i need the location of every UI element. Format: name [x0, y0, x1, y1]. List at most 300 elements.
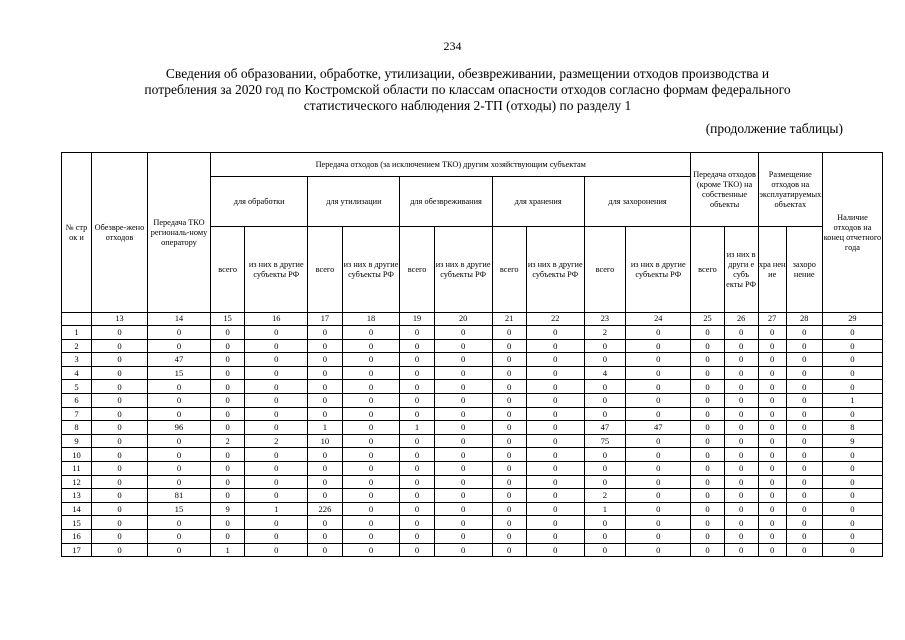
- table-cell: 0: [786, 529, 822, 543]
- table-cell: 0: [342, 380, 400, 394]
- table-cell: 0: [308, 448, 342, 462]
- header-of-which-other: из них в другие субъекты РФ: [342, 227, 400, 313]
- header-for-utilization: для утилизации: [308, 177, 400, 227]
- table-cell: 96: [147, 421, 210, 435]
- header-of-which-other: из них в другие субъекты РФ: [434, 227, 492, 313]
- table-cell: 0: [211, 407, 245, 421]
- table-cell: 0: [786, 489, 822, 503]
- table-cell: 0: [822, 489, 882, 503]
- table-cell: 0: [526, 380, 584, 394]
- table-cell: 0: [434, 502, 492, 516]
- table-cell: 0: [211, 489, 245, 503]
- table-cell: 0: [526, 353, 584, 367]
- table-cell: 0: [822, 407, 882, 421]
- table-cell: 0: [342, 448, 400, 462]
- table-cell: 0: [758, 407, 786, 421]
- table-cell: 0: [92, 434, 148, 448]
- header-of-which-other: из них в другие субъекты РФ: [626, 227, 691, 313]
- table-cell: 0: [786, 543, 822, 557]
- header-total: всего: [691, 227, 724, 313]
- table-cell: 0: [92, 516, 148, 530]
- table-cell: 0: [434, 366, 492, 380]
- table-cell: 0: [526, 516, 584, 530]
- column-number: 22: [526, 313, 584, 326]
- column-number: 26: [724, 313, 758, 326]
- table-cell: 0: [211, 339, 245, 353]
- table-cell: 0: [526, 475, 584, 489]
- table-cell: 0: [342, 393, 400, 407]
- table-cell: 0: [724, 353, 758, 367]
- table-cell: 0: [626, 489, 691, 503]
- table-cell: 0: [92, 489, 148, 503]
- table-cell: 0: [822, 366, 882, 380]
- table-cell: 0: [691, 393, 724, 407]
- table-row: [62, 353, 883, 367]
- column-number: 27: [758, 313, 786, 326]
- table-row: [62, 434, 883, 448]
- table-cell: 0: [434, 516, 492, 530]
- table-cell: 0: [245, 489, 308, 503]
- table-cell: 0: [92, 366, 148, 380]
- table-cell: 0: [822, 475, 882, 489]
- table-cell: 0: [758, 393, 786, 407]
- table-cell: 0: [308, 339, 342, 353]
- table-cell: 1: [822, 393, 882, 407]
- header-of-which-other: из них в други е субъ екты РФ: [724, 227, 758, 313]
- table-cell: 0: [492, 529, 526, 543]
- table-cell: 0: [492, 366, 526, 380]
- table-cell: 0: [400, 339, 434, 353]
- table-cell: 0: [400, 434, 434, 448]
- table-cell: 0: [626, 461, 691, 475]
- table-cell: 0: [724, 434, 758, 448]
- table-cell: 0: [786, 366, 822, 380]
- table-cell: 0: [724, 326, 758, 340]
- table-cell: 0: [786, 448, 822, 462]
- table-row: [62, 448, 883, 462]
- table-cell: 2: [211, 434, 245, 448]
- table-cell: 0: [92, 529, 148, 543]
- table-cell: 1: [245, 502, 308, 516]
- table-cell: 0: [308, 393, 342, 407]
- table-cell: 0: [786, 461, 822, 475]
- table-cell: 0: [584, 407, 625, 421]
- row-number-cell: 12: [62, 475, 92, 489]
- table-row: [62, 529, 883, 543]
- table-cell: 0: [434, 529, 492, 543]
- table-cell: 0: [434, 434, 492, 448]
- table-cell: 0: [92, 407, 148, 421]
- table-cell: 0: [492, 393, 526, 407]
- table-cell: 0: [822, 353, 882, 367]
- table-cell: 0: [434, 475, 492, 489]
- table-cell: 0: [400, 543, 434, 557]
- column-number: 21: [492, 313, 526, 326]
- table-cell: 0: [400, 502, 434, 516]
- column-number: 20: [434, 313, 492, 326]
- table-cell: 47: [584, 421, 625, 435]
- table-cell: 0: [626, 434, 691, 448]
- table-cell: 0: [245, 448, 308, 462]
- table-cell: 0: [822, 326, 882, 340]
- table-cell: 0: [245, 366, 308, 380]
- table-cell: 10: [308, 434, 342, 448]
- table-cell: 0: [211, 475, 245, 489]
- table-cell: 0: [211, 448, 245, 462]
- table-cell: 226: [308, 502, 342, 516]
- table-cell: 0: [245, 461, 308, 475]
- table-cell: 0: [400, 448, 434, 462]
- table-cell: 0: [724, 407, 758, 421]
- header-row-no: № стр ок и: [62, 153, 92, 313]
- table-cell: 0: [626, 516, 691, 530]
- table-cell: 0: [691, 516, 724, 530]
- column-numbers-row: [62, 313, 883, 326]
- table-cell: 0: [691, 339, 724, 353]
- row-number-cell: 13: [62, 489, 92, 503]
- table-cell: 0: [526, 448, 584, 462]
- table-cell: 0: [147, 339, 210, 353]
- table-cell: 0: [434, 380, 492, 394]
- table-cell: 0: [245, 326, 308, 340]
- table-cell: 0: [400, 489, 434, 503]
- table-cell: 0: [724, 448, 758, 462]
- header-for-neutralization: для обезвреживания: [400, 177, 492, 227]
- table-cell: 0: [492, 516, 526, 530]
- table-cell: 0: [308, 543, 342, 557]
- table-cell: 0: [434, 543, 492, 557]
- table-cell: 0: [626, 326, 691, 340]
- table-cell: 0: [211, 366, 245, 380]
- table-cell: 0: [245, 475, 308, 489]
- table-cell: 0: [342, 489, 400, 503]
- table-cell: 0: [147, 475, 210, 489]
- table-cell: 0: [147, 448, 210, 462]
- table-cell: 0: [147, 380, 210, 394]
- table-cell: 47: [626, 421, 691, 435]
- table-cell: 0: [92, 339, 148, 353]
- table-cell: 0: [92, 502, 148, 516]
- table-cell: 0: [691, 502, 724, 516]
- table-cell: 0: [691, 461, 724, 475]
- table-cell: 0: [400, 380, 434, 394]
- table-cell: 81: [147, 489, 210, 503]
- table-cell: 0: [822, 461, 882, 475]
- table-cell: 0: [584, 393, 625, 407]
- document-title: [60, 66, 875, 114]
- table-cell: 0: [724, 529, 758, 543]
- table-cell: 0: [822, 502, 882, 516]
- table-cell: 0: [526, 461, 584, 475]
- header-placement: Размещение отходов на эксплуатируемых объектах: [758, 153, 822, 227]
- column-number: 17: [308, 313, 342, 326]
- table-cell: 0: [400, 407, 434, 421]
- table-cell: 0: [724, 393, 758, 407]
- row-number-cell: 7: [62, 407, 92, 421]
- table-cell: 0: [92, 353, 148, 367]
- header-total: всего: [492, 227, 526, 313]
- column-number: 16: [245, 313, 308, 326]
- table-cell: 0: [434, 326, 492, 340]
- table-cell: 0: [245, 353, 308, 367]
- table-cell: 0: [400, 393, 434, 407]
- table-cell: 0: [691, 366, 724, 380]
- table-cell: 0: [147, 393, 210, 407]
- table-cell: 0: [758, 380, 786, 394]
- table-cell: 0: [492, 339, 526, 353]
- table-cell: 0: [626, 366, 691, 380]
- table-cell: 0: [492, 421, 526, 435]
- table-cell: 0: [308, 407, 342, 421]
- header-for-storage: для хранения: [492, 177, 584, 227]
- table-cell: 0: [245, 380, 308, 394]
- table-cell: 0: [786, 393, 822, 407]
- table-cell: 0: [526, 366, 584, 380]
- table-cell: 0: [92, 448, 148, 462]
- table-cell: 0: [691, 489, 724, 503]
- table-cell: 0: [492, 475, 526, 489]
- table-cell: 0: [92, 461, 148, 475]
- table-cell: 0: [786, 475, 822, 489]
- row-number-cell: 2: [62, 339, 92, 353]
- table-cell: 0: [308, 475, 342, 489]
- continuation-note: (продолжение таблицы): [705, 121, 843, 136]
- waste-table: [61, 152, 883, 557]
- table-cell: 0: [786, 380, 822, 394]
- table-row: [62, 502, 883, 516]
- table-cell: 0: [758, 353, 786, 367]
- table-cell: 0: [147, 461, 210, 475]
- header-storage: хра нен ие: [758, 227, 786, 313]
- table-cell: 0: [245, 529, 308, 543]
- table-cell: 0: [342, 339, 400, 353]
- table-cell: 0: [434, 353, 492, 367]
- table-cell: 0: [308, 529, 342, 543]
- table-cell: 0: [342, 366, 400, 380]
- table-cell: 0: [526, 421, 584, 435]
- table-cell: 0: [691, 326, 724, 340]
- table-cell: 0: [691, 434, 724, 448]
- table-cell: 1: [584, 502, 625, 516]
- table-cell: 0: [822, 543, 882, 557]
- table-cell: 0: [786, 407, 822, 421]
- table-cell: 0: [245, 339, 308, 353]
- table-cell: 0: [92, 543, 148, 557]
- table-cell: 15: [147, 502, 210, 516]
- table-cell: 2: [245, 434, 308, 448]
- table-cell: 0: [342, 543, 400, 557]
- table-cell: 0: [92, 421, 148, 435]
- table-cell: 0: [691, 529, 724, 543]
- table-cell: 0: [758, 461, 786, 475]
- table-cell: 0: [400, 353, 434, 367]
- table-cell: 0: [758, 502, 786, 516]
- table-cell: 0: [584, 529, 625, 543]
- table-row: [62, 393, 883, 407]
- header-availability: Наличие отходов на конец отчетного года: [822, 153, 882, 313]
- table-row: [62, 421, 883, 435]
- table-cell: 0: [526, 529, 584, 543]
- table-cell: 0: [211, 421, 245, 435]
- table-cell: 47: [147, 353, 210, 367]
- table-cell: 0: [626, 529, 691, 543]
- table-cell: 9: [211, 502, 245, 516]
- table-cell: 0: [245, 407, 308, 421]
- table-cell: 0: [492, 502, 526, 516]
- table-cell: 75: [584, 434, 625, 448]
- table-row: [62, 380, 883, 394]
- table-cell: 0: [691, 380, 724, 394]
- row-number-cell: 1: [62, 326, 92, 340]
- table-cell: 0: [626, 448, 691, 462]
- column-number: 18: [342, 313, 400, 326]
- title-line-1: Сведения об образовании, обработке, утилизации, обезвреживании, размещении отходов производства и: [165, 66, 770, 81]
- table-cell: 0: [626, 393, 691, 407]
- table-cell: 0: [526, 393, 584, 407]
- table-cell: 0: [691, 353, 724, 367]
- row-number-cell: 8: [62, 421, 92, 435]
- table-cell: 0: [526, 543, 584, 557]
- table-cell: 0: [342, 421, 400, 435]
- table-cell: 0: [92, 326, 148, 340]
- table-cell: 0: [308, 489, 342, 503]
- table-cell: 0: [526, 326, 584, 340]
- table-cell: 0: [584, 353, 625, 367]
- table-cell: 0: [211, 461, 245, 475]
- table-cell: 0: [724, 502, 758, 516]
- header-burial: захоро нение: [786, 227, 822, 313]
- table-cell: 0: [308, 326, 342, 340]
- table-cell: 1: [211, 543, 245, 557]
- table-cell: 0: [211, 380, 245, 394]
- table-cell: 0: [691, 475, 724, 489]
- table-cell: 0: [786, 326, 822, 340]
- table-cell: 0: [822, 339, 882, 353]
- table-cell: 0: [526, 339, 584, 353]
- table-cell: 0: [434, 448, 492, 462]
- table-row: [62, 339, 883, 353]
- table-cell: 0: [92, 475, 148, 489]
- table-cell: 0: [492, 448, 526, 462]
- table-cell: 0: [308, 516, 342, 530]
- table-cell: 0: [492, 380, 526, 394]
- column-number: 24: [626, 313, 691, 326]
- table-cell: 0: [822, 516, 882, 530]
- table-cell: 0: [626, 353, 691, 367]
- table-cell: 0: [342, 461, 400, 475]
- header-transfer-group: Передача отходов (за исключением ТКО) другим хозяйствующим субъектам: [211, 153, 691, 177]
- table-cell: 2: [584, 489, 625, 503]
- title-line-2: потребления за 2020 год по Костромской области по классам опасности отходов согласно формам федерального: [144, 82, 791, 97]
- table-cell: 0: [626, 407, 691, 421]
- table-cell: 0: [822, 529, 882, 543]
- table-cell: 0: [400, 461, 434, 475]
- table-cell: 0: [691, 407, 724, 421]
- table-cell: 0: [147, 434, 210, 448]
- table-cell: 0: [584, 475, 625, 489]
- table-cell: 0: [584, 461, 625, 475]
- table-cell: 0: [434, 393, 492, 407]
- table-cell: 0: [724, 339, 758, 353]
- row-number-cell: 14: [62, 502, 92, 516]
- table-cell: 0: [211, 393, 245, 407]
- table-cell: 0: [245, 393, 308, 407]
- column-number: 13: [92, 313, 148, 326]
- table-cell: 0: [434, 421, 492, 435]
- row-number-cell: 9: [62, 434, 92, 448]
- column-number: 19: [400, 313, 434, 326]
- table-cell: 0: [434, 407, 492, 421]
- table-cell: 0: [758, 448, 786, 462]
- table-cell: 0: [400, 475, 434, 489]
- table-row: [62, 407, 883, 421]
- table-cell: 0: [724, 421, 758, 435]
- table-cell: 0: [758, 475, 786, 489]
- table-row: [62, 475, 883, 489]
- table-cell: 2: [584, 326, 625, 340]
- table-cell: 0: [758, 529, 786, 543]
- table-cell: 0: [147, 543, 210, 557]
- row-number-cell: 5: [62, 380, 92, 394]
- column-number: 14: [147, 313, 210, 326]
- table-cell: 0: [786, 339, 822, 353]
- title-line-3: статистического наблюдения 2-ТП (отходы) по разделу 1: [303, 98, 632, 113]
- table-cell: 0: [245, 421, 308, 435]
- table-cell: 0: [691, 421, 724, 435]
- header-for-burial: для захоронения: [584, 177, 691, 227]
- row-number-cell: 3: [62, 353, 92, 367]
- table-cell: 0: [147, 326, 210, 340]
- table-cell: 0: [308, 380, 342, 394]
- header-total: всего: [211, 227, 245, 313]
- column-number: 25: [691, 313, 724, 326]
- table-cell: 0: [626, 339, 691, 353]
- table-cell: 0: [492, 489, 526, 503]
- table-row: [62, 326, 883, 340]
- table-cell: 0: [526, 489, 584, 503]
- table-cell: 0: [492, 434, 526, 448]
- table-cell: 0: [724, 516, 758, 530]
- row-number-cell: 17: [62, 543, 92, 557]
- table-cell: 0: [626, 502, 691, 516]
- table-cell: 0: [211, 326, 245, 340]
- table-cell: 0: [758, 516, 786, 530]
- table-cell: 0: [758, 326, 786, 340]
- table-cell: 0: [626, 543, 691, 557]
- table-cell: 0: [434, 489, 492, 503]
- table-body: [62, 326, 883, 557]
- table-cell: 0: [434, 339, 492, 353]
- table-cell: 0: [342, 502, 400, 516]
- table-cell: 0: [492, 407, 526, 421]
- header-total: всего: [400, 227, 434, 313]
- table-cell: 0: [245, 543, 308, 557]
- column-number: 23: [584, 313, 625, 326]
- header-neutralized: Обезвре-жено отходов: [92, 153, 148, 313]
- table-cell: 1: [308, 421, 342, 435]
- table-cell: 0: [691, 448, 724, 462]
- table-cell: 0: [724, 489, 758, 503]
- column-number: [62, 313, 92, 326]
- table-cell: 0: [342, 529, 400, 543]
- table-cell: 0: [342, 434, 400, 448]
- table-cell: 0: [342, 326, 400, 340]
- table-cell: 0: [147, 516, 210, 530]
- table-cell: 0: [758, 421, 786, 435]
- table-cell: 0: [584, 339, 625, 353]
- table-cell: 0: [147, 407, 210, 421]
- table-cell: 0: [342, 475, 400, 489]
